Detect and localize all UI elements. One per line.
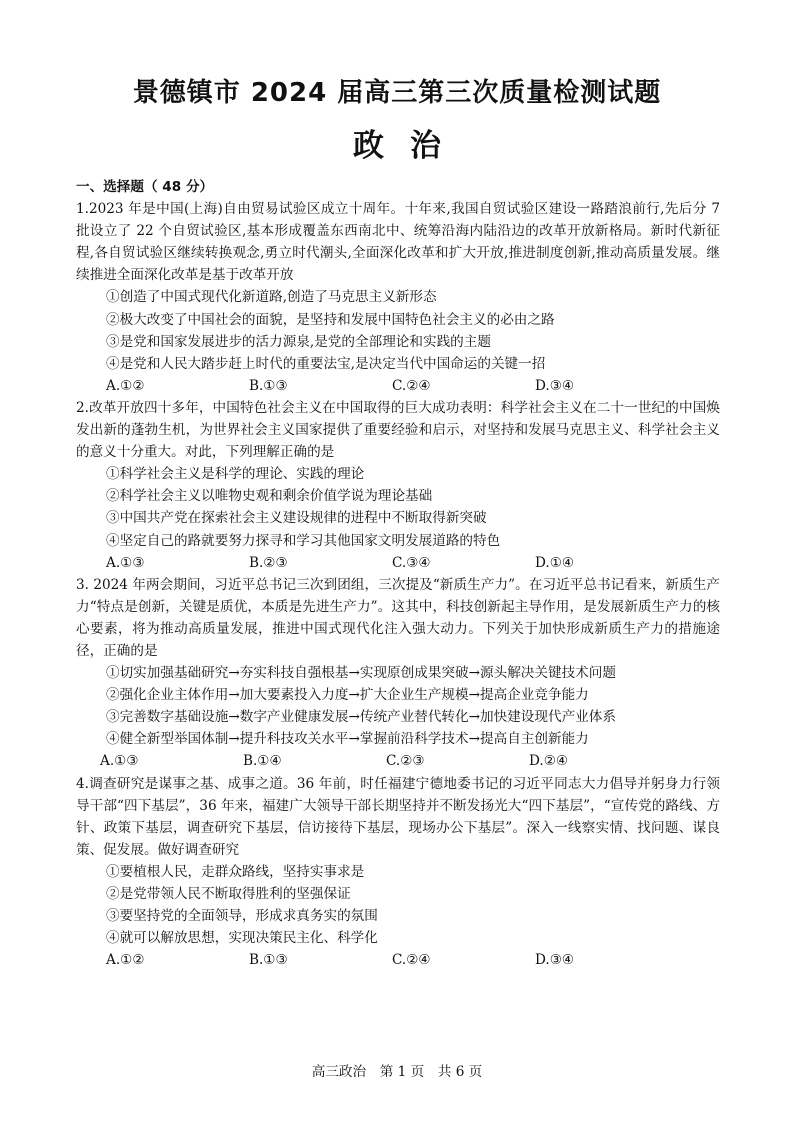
statement-3: ③中国共产党在探索社会主义建设规律的进程中不断取得新突破 [106,510,487,527]
option-c: C.②③ [386,753,425,770]
question-stem: 3. 2024 年两会期间，习近平总书记三次到团组，三次提及“新质生产力”。在习近平总书记看来，新质生产力“特点是创新，关键是质优，本质是先进生产力”。这其中，科技创新起主导作用，是发展新质生产力的核心要素，将为推动高质量发展，推进中国式现代化注入强大动力。下列关于加快形成新质生产力的措施途径，正确的是 [76,576,720,659]
option-a: A.①② [106,377,145,394]
statement-3: ③要坚持党的全面领导，形成求真务实的氛围 [106,908,378,925]
statement-1: ①切实加强基础研究→夯实科技自强根基→实现原创成果突破→源头解决关键技术问题 [106,665,616,682]
option-b: B.①③ [249,377,288,394]
statement-4: ④坚定自己的路就要努力探寻和学习其他国家文明发展道路的特色 [106,532,501,549]
statement-2: ②科学社会主义以唯物史观和剩余价值学说为理论基础 [106,488,433,505]
option-a: A.①② [106,952,145,969]
option-a: A.①③ [106,554,145,571]
question-stem: 2.改革开放四十多年，中国特色社会主义在中国取得的巨大成功表明：科学社会主义在二十一世纪的中国焕发出新的蓬勃生机，为世界社会主义国家提供了重要经验和启示，对坚持和发展马克思主义、科学社会主义的意义十分重大。对此，下列理解正确的是 [76,399,720,461]
option-b: B.①③ [249,952,288,969]
statement-2: ②极大改变了中国社会的面貌，是坚持和发展中国特色社会主义的必由之路 [106,311,555,328]
statement-1: ①要植根人民，走群众路线，坚持实事求是 [106,863,365,880]
statement-4: ④就可以解放思想，实现决策民主化、科学化 [106,930,378,947]
question-2 [76,397,720,574]
question-3 [76,574,720,773]
option-a: A.①③ [100,753,139,770]
option-c: C.③④ [392,554,431,571]
statement-4: ④健全新型举国体制→提升科技攻关水平→掌握前沿科学技术→提高自主创新能力 [106,731,589,748]
statement-1: ①科学社会主义是科学的理论、实践的理论 [106,466,365,483]
statement-3: ③是党和国家发展进步的活力源泉,是党的全部理论和实践的主题 [106,333,491,350]
statement-2: ②强化企业主体作用→加大要素投入力度→扩大企业生产规模→提高企业竞争能力 [106,687,589,704]
subject-title: 政治 [353,128,467,164]
question-4 [76,773,720,972]
option-c: C.②④ [392,377,431,394]
section-heading: 一、选择题（ 48 分） [76,179,214,195]
statement-3: ③完善数字基础设施→数字产业健康发展→传统产业替代转化→加快建设现代产业体系 [106,709,616,726]
option-d: D.③④ [535,952,575,969]
option-c: C.②④ [392,952,431,969]
option-d: D.①④ [535,554,575,571]
answer-options [76,949,720,971]
page-footer: 高三政治 第 1 页 共 6 页 [311,1064,483,1080]
statement-2: ②是党带领人民不断取得胜利的坚强保证 [106,886,351,902]
question-stem: 4.调查研究是谋事之基、成事之道。36 年前，时任福建宁德地委书记的习近平同志大力倡导并躬身力行领导干部“四下基层”，36 年来，福建广大领导干部长期坚持并不断发扬光大“四下基层”，“宣传党的路线、方针、政策下基层，调查研究下基层，信访接待下基层，现场办公下基层”。深入一线察实情、找问题、谋良策、促发展。做好调查研究 [76,775,720,858]
question-stem: 1.2023 年是中国(上海)自由贸易试验区成立十周年。十年来,我国自贸试验区建设一路踏浪前行,先后分 7 批设立了 22 个自贸试验区,基本形成覆盖东西南北中、统筹沿海内陆沿边的改革开放新格局。新时代新征程,各自贸试验区继续转换观念,勇立时代潮头,全面深化改革和扩大开放,推进制度创新,推动高质量发展。继续推进全面深化改革是基于改革开放 [76,201,720,284]
answer-options [76,552,720,574]
option-b: B.①④ [243,753,282,770]
statement-1: ①创造了中国式现代化新道路,创造了马克思主义新形态 [106,289,437,306]
option-b: B.②③ [249,554,288,571]
question-1 [76,198,720,397]
exam-title: 景德镇市 2024 届高三第三次质量检测试题 [132,78,662,108]
option-d: D.②④ [529,753,569,770]
answer-options [76,750,720,772]
statement-4: ④是党和人民大踏步赶上时代的重要法宝,是决定当代中国命运的关键一招 [106,355,546,372]
answer-options [76,375,720,397]
exam-content [76,176,720,971]
option-d: D.③④ [535,377,575,394]
